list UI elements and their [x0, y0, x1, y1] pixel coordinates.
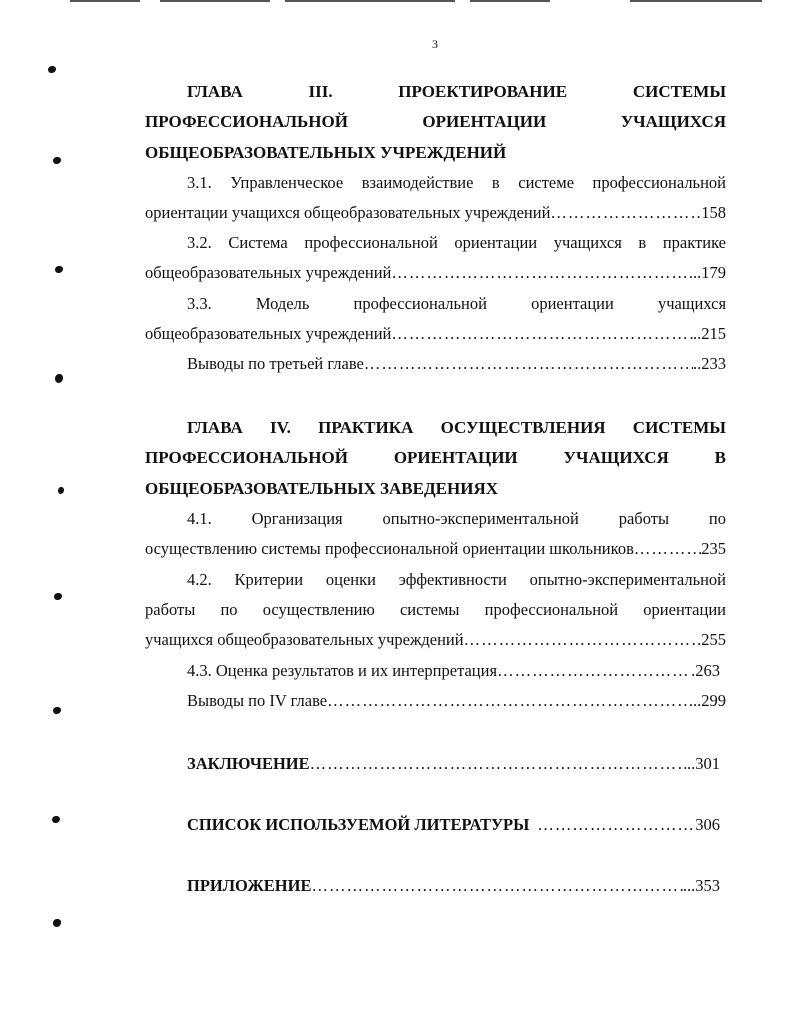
toc-entry-text: работы по осуществлению системы профессиональной ориентации	[145, 600, 726, 619]
dot-leader	[537, 815, 695, 835]
dot-leader	[391, 324, 693, 344]
toc-entry-appendix[interactable]	[187, 876, 720, 896]
page-ref: ..299	[693, 691, 726, 710]
punch-mark	[52, 816, 60, 823]
punch-mark	[53, 919, 61, 927]
dot-leader	[311, 876, 682, 896]
page-ref: ..215	[693, 324, 726, 343]
punch-mark	[54, 593, 62, 600]
dot-leader	[327, 691, 693, 711]
scan-top-edge	[70, 0, 762, 3]
toc-entry-text: ориентации учащихся общеобразовательных учреждений	[145, 203, 551, 222]
dot-leader	[364, 354, 693, 374]
punch-mark	[48, 66, 56, 73]
toc-entry-conclusion[interactable]	[187, 754, 720, 774]
toc-entry-text: учащихся общеобразовательных учреждений	[145, 630, 464, 649]
page-ref: ..301	[687, 754, 720, 773]
punch-mark	[53, 157, 61, 164]
toc-entry-text: ЗАКЛЮЧЕНИЕ	[187, 754, 310, 773]
page-ref: .255	[697, 630, 726, 649]
dot-leader	[497, 661, 691, 681]
dot-leader	[550, 203, 701, 223]
punch-mark	[55, 374, 63, 383]
toc-entry-text: СПИСОК ИСПОЛЬЗУЕМОЙ ЛИТЕРАТУРЫ	[187, 815, 530, 834]
toc-entry-text: 4.2. Критерии оценки эффективности опытно-экспериментальной	[187, 570, 726, 589]
toc-entry-4-3[interactable]	[187, 661, 720, 681]
toc-entry-text: осуществлению системы профессиональной ориентации школьников	[145, 539, 634, 558]
heading-line: ОБЩЕОБРАЗОВАТЕЛЬНЫХ ЗАВЕДЕНИЯХ	[145, 479, 499, 498]
dot-leader	[310, 754, 687, 774]
toc-entry-text: 4.1. Организация опытно-экспериментальной работы по	[187, 509, 727, 528]
toc-entry-text: Выводы по третьей главе	[187, 354, 364, 373]
page-ref: ..233	[693, 354, 726, 373]
toc-entry-text: Выводы по IV главе	[187, 691, 328, 710]
page-ref: 158	[701, 203, 726, 222]
page-ref: ...179	[688, 263, 726, 282]
page-number: 3	[432, 37, 438, 51]
punch-mark	[55, 266, 63, 273]
dot-leader	[634, 539, 701, 559]
page-ref: .263	[691, 661, 720, 680]
page-ref: 306	[695, 815, 720, 834]
heading-line: ГЛАВА IV. ПРАКТИКА ОСУЩЕСТВЛЕНИЯ СИСТЕМЫ	[187, 418, 726, 437]
toc-entry-text: ПРИЛОЖЕНИЕ	[187, 876, 312, 895]
page-ref: 235	[701, 539, 726, 558]
heading-line: ГЛАВА III. ПРОЕКТИРОВАНИЕ СИСТЕМЫ	[187, 82, 727, 101]
heading-line: ОБЩЕОБРАЗОВАТЕЛЬНЫХ УЧРЕЖДЕНИЙ	[145, 143, 507, 162]
toc-entry-text: 3.3. Модель профессиональной ориентации учащихся	[187, 294, 727, 313]
punch-mark	[53, 707, 61, 714]
page-ref: ...353	[682, 876, 720, 895]
toc-entry-conclusions-3[interactable]	[187, 354, 726, 374]
toc-entry-text: 3.2. Система профессиональной ориентации учащихся в практике	[187, 233, 726, 252]
heading-line: ПРОФЕССИОНАЛЬНОЙ ОРИЕНТАЦИИ УЧАЩИХСЯ В	[145, 448, 726, 467]
toc-entry-text: общеобразовательных учреждений	[145, 324, 392, 343]
toc-entry-text: 3.1. Управленческое взаимодействие в системе профессиональной	[187, 173, 726, 192]
toc-entry-text: общеобразовательных учреждений	[145, 263, 392, 282]
punch-mark	[58, 487, 64, 494]
toc-entry-text: 4.3. Оценка результатов и их интерпретация	[187, 661, 498, 680]
heading-line: ПРОФЕССИОНАЛЬНОЙ ОРИЕНТАЦИИ УЧАЩИХСЯ	[145, 112, 726, 131]
toc-entry-bibliography[interactable]	[187, 815, 720, 835]
dot-leader	[391, 263, 689, 283]
dot-leader	[464, 630, 698, 650]
toc-entry-conclusions-4[interactable]	[187, 691, 726, 711]
